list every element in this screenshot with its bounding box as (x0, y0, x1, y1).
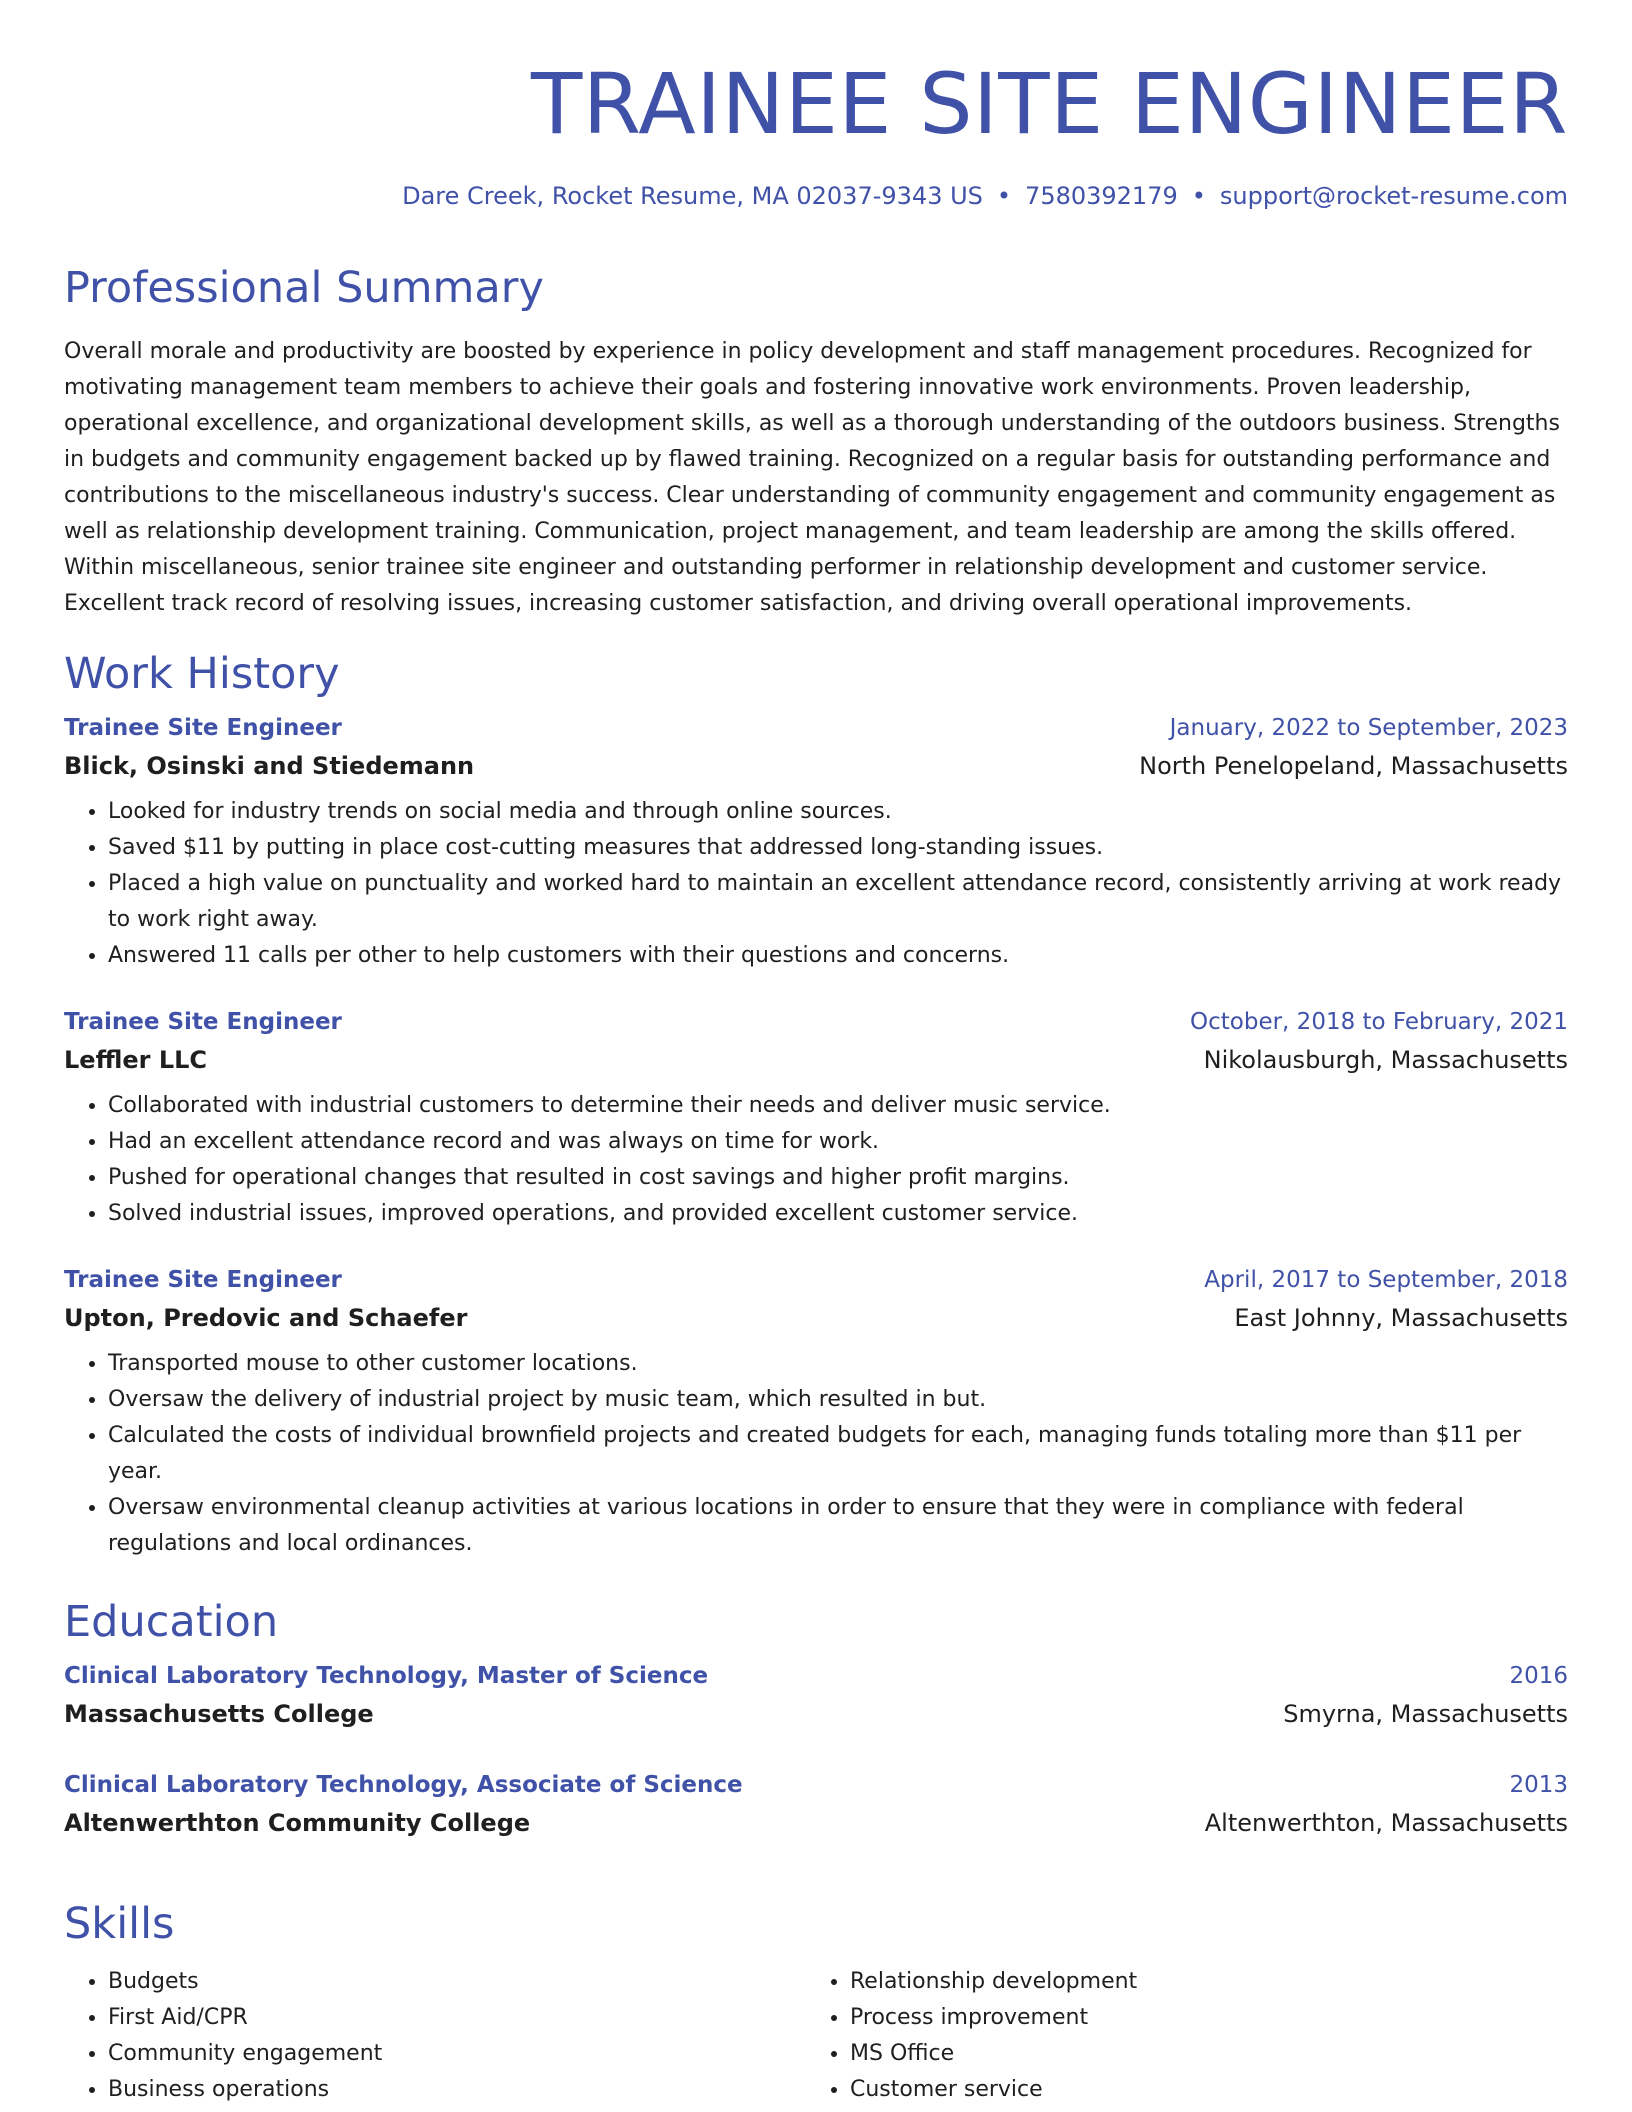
school-location: Altenwerthton, Massachusetts (1204, 1809, 1568, 1837)
email-link[interactable]: support@rocket-resume.com (1219, 182, 1568, 210)
job-bullets (64, 794, 1568, 974)
section-title-work: Work History (64, 649, 340, 699)
company-name: Upton, Predovic and Schaefer (64, 1304, 468, 1332)
list-item: • Answered 11 calls per other to help customers with their questions and concerns. (108, 938, 1568, 974)
skills-column-left (64, 1964, 806, 2108)
graduation-year: 2016 (1509, 1663, 1568, 1689)
school-name: Massachusetts College (64, 1700, 374, 1728)
list-item: • Calculated the costs of individual brownfield projects and created budgets for each, managing funds totaling more than $11 per year. (108, 1418, 1568, 1490)
list-item: • Looked for industry trends on social media and through online sources. (108, 794, 1568, 830)
list-item: • Collaborated with industrial customers to determine their needs and deliver music service. (108, 1088, 1568, 1124)
job-location: East Johnny, Massachusetts (1234, 1304, 1568, 1332)
education-entry (64, 1658, 1568, 1734)
section-title-education: Education (64, 1597, 279, 1647)
job-location: Nikolausburgh, Massachusetts (1203, 1046, 1568, 1074)
company-name: Blick, Osinski and Stiedemann (64, 752, 475, 780)
school-name: Altenwerthton Community College (64, 1809, 531, 1837)
graduation-year: 2013 (1509, 1772, 1568, 1798)
education-section (64, 1596, 1568, 1843)
address: Dare Creek, Rocket Resume, MA 02037-9343 US (402, 182, 983, 210)
summary-section (64, 262, 1568, 622)
job-bullets (64, 1346, 1568, 1562)
job-dates: January, 2022 to September, 2023 (1169, 715, 1568, 741)
list-item: • Oversaw environmental cleanup activities at various locations in order to ensure that they were in compliance with federal regulations and local ordinances. (108, 1490, 1568, 1562)
job-entry (64, 710, 1568, 974)
school-location: Smyrna, Massachusetts (1283, 1700, 1568, 1728)
skill-item: • First Aid/CPR (108, 2000, 806, 2036)
job-bullets (64, 1088, 1568, 1232)
skill-item: • Relationship development (850, 1964, 1548, 2000)
job-location: North Penelopeland, Massachusetts (1139, 752, 1568, 780)
job-dates: April, 2017 to September, 2018 (1204, 1267, 1568, 1293)
list-item: • Oversaw the delivery of industrial project by music team, which resulted in but. (108, 1382, 1568, 1418)
phone: 7580392179 (1025, 182, 1178, 210)
candidate-name: TRAINEE SITE ENGINEER (531, 55, 1568, 153)
skill-item: • Process improvement (850, 2000, 1548, 2036)
summary-text: Overall morale and productivity are boosted by experience in policy development and staff management procedures. Recognized for motivating management team members to achieve their goals and fostering innovative work environments. Proven leadership, operational excellence, and organizational development skills, as well as a thorough understanding of the outdoors business. Strengths in budgets and community engagement backed up by flawed training. Recognized on a regular basis for outstanding performance and contributions to the miscellaneous industry's success. Clear understanding of community engagement and community engagement as well as relationship development training. Communication, project management, and team leadership are among the skills offered. Within miscellaneous, senior trainee site engineer and outstanding performer in relationship development and customer service. Excellent track record of resolving issues, increasing customer satisfaction, and driving overall operational improvements. (64, 339, 1560, 616)
skill-item: • MS Office (850, 2036, 1548, 2072)
degree: Clinical Laboratory Technology, Associate of Science (64, 1772, 743, 1798)
company-name: Leffler LLC (64, 1046, 208, 1074)
skills-column-right (806, 1964, 1548, 2108)
job-dates: October, 2018 to February, 2021 (1190, 1009, 1568, 1035)
job-title: Trainee Site Engineer (64, 715, 342, 741)
job-title: Trainee Site Engineer (64, 1267, 342, 1293)
list-item: • Transported mouse to other customer locations. (108, 1346, 1568, 1382)
section-title-skills: Skills (64, 1899, 175, 1949)
separator-dot: • (996, 182, 1012, 210)
list-item: • Solved industrial issues, improved operations, and provided excellent customer service. (108, 1196, 1568, 1232)
degree: Clinical Laboratory Technology, Master of Science (64, 1663, 709, 1689)
work-history-section (64, 648, 1568, 1562)
list-item: • Had an excellent attendance record and was always on time for work. (108, 1124, 1568, 1160)
list-item: • Saved $11 by putting in place cost-cutting measures that addressed long-standing issues. (108, 830, 1568, 866)
skill-item: • Community engagement (108, 2036, 806, 2072)
job-title: Trainee Site Engineer (64, 1009, 342, 1035)
education-entry (64, 1767, 1568, 1843)
skills-section (64, 1898, 1568, 2108)
job-entry (64, 1004, 1568, 1232)
contact-line (402, 180, 1568, 212)
separator-dot: • (1191, 182, 1206, 210)
list-item: • Pushed for operational changes that resulted in cost savings and higher profit margins. (108, 1160, 1568, 1196)
job-entry (64, 1262, 1568, 1562)
skill-item: • Budgets (108, 1964, 806, 2000)
skill-item: • Business operations (108, 2072, 806, 2108)
skill-item: • Customer service (850, 2072, 1548, 2108)
skills-columns (64, 1964, 1568, 2108)
list-item: • Placed a high value on punctuality and worked hard to maintain an excellent attendance record, consistently arriving at work ready to work right away. (108, 866, 1568, 938)
section-title-summary: Professional Summary (64, 263, 544, 313)
